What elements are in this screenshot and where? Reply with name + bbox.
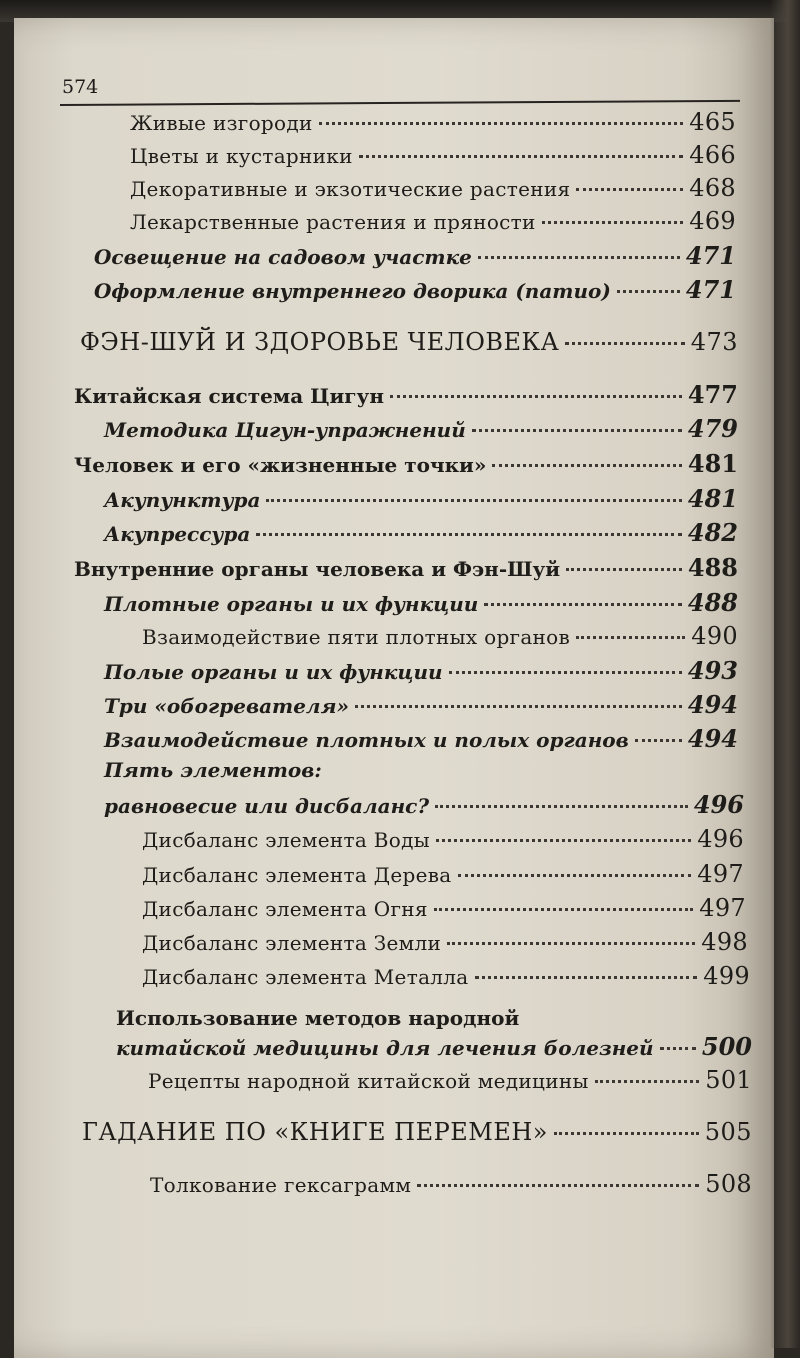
toc-entry-page: 482: [687, 518, 738, 547]
dot-leader: [436, 839, 691, 842]
toc-entry: [74, 553, 738, 582]
dot-leader: [554, 1132, 699, 1135]
toc-entry: [130, 174, 736, 202]
dot-leader: [576, 636, 685, 639]
toc-entry-page: 501: [705, 1066, 752, 1094]
toc-entry-page: 496: [697, 825, 744, 853]
toc-entry-page: 488: [687, 588, 738, 617]
toc-entry-title: Методика Цигун-упражнений: [104, 418, 466, 442]
toc-entry-page: 505: [704, 1118, 752, 1146]
toc-entry-title: Дисбаланс элемента Металла: [142, 965, 469, 989]
dot-leader: [484, 603, 682, 606]
toc-entry-title: Лекарственные растения и пряности: [130, 210, 536, 234]
toc-entry-title: Полые органы и их функции: [104, 660, 443, 684]
dot-leader: [492, 464, 682, 467]
toc-entry-page: 497: [699, 894, 746, 922]
toc-entry-page: 498: [701, 928, 748, 956]
toc-entry: [104, 518, 738, 547]
dot-leader: [449, 671, 682, 674]
dot-leader: [542, 221, 684, 224]
toc-entry-page: 469: [689, 207, 736, 235]
toc-entry: [104, 790, 744, 819]
toc-entry-title: Взаимодействие плотных и полых органов: [104, 728, 629, 752]
toc-entry-page: 488: [687, 553, 738, 582]
toc-entry: [104, 758, 738, 782]
toc-entry-page: 494: [687, 724, 738, 753]
toc-entry-page: 471: [685, 275, 736, 304]
toc-entry-page: 497: [697, 860, 744, 888]
toc-entry-page: 468: [689, 174, 736, 202]
toc-entry: [130, 141, 736, 169]
toc-entry-page: 499: [703, 962, 750, 990]
toc-entry: [150, 1170, 752, 1198]
toc-entry-title: равновесие или дисбаланс?: [104, 794, 430, 818]
toc-entry: [104, 484, 738, 513]
dot-leader: [319, 122, 684, 125]
toc-entry-page: 508: [705, 1170, 752, 1198]
toc-entry: [94, 275, 736, 304]
toc-entry-title: Использование методов народной: [116, 1006, 520, 1030]
dot-leader: [458, 874, 692, 877]
toc-entry-title: Толкование гексаграмм: [150, 1173, 412, 1197]
toc-entry: [104, 724, 738, 753]
toc-entry-title: Взаимодействие пяти плотных органов: [142, 625, 571, 649]
toc-entry-page: 479: [687, 414, 738, 443]
dot-leader: [256, 533, 682, 536]
dot-leader: [635, 739, 682, 742]
toc-entry-title: Декоративные и экзотические растения: [130, 177, 571, 201]
toc-entry: [142, 860, 744, 888]
toc-entry: [130, 108, 736, 136]
toc-entry-title: Акупрессура: [104, 522, 251, 546]
toc-entry: [148, 1066, 752, 1094]
dot-leader: [478, 256, 680, 259]
dot-leader: [359, 155, 684, 158]
toc-entry-page: 490: [691, 622, 738, 650]
toc-entry: [94, 241, 736, 270]
toc-entry: [116, 1032, 752, 1061]
toc-entry: [74, 380, 738, 409]
toc-entry-title: Плотные органы и их функции: [104, 592, 479, 616]
toc-entry-title: Человек и его «жизненные точки»: [74, 453, 487, 477]
toc-entry-title: Освещение на садовом участке: [94, 245, 472, 269]
dot-leader: [390, 395, 682, 398]
toc-entry-page: 496: [693, 790, 744, 819]
toc-entry-title: Рецепты народной китайской медицины: [148, 1069, 589, 1093]
toc-entry-page: 494: [687, 690, 738, 719]
toc-entry-page: 493: [687, 656, 738, 685]
toc-entry-page: 466: [689, 141, 736, 169]
toc-entry-page: 471: [685, 241, 736, 270]
toc-entry: [104, 690, 738, 719]
toc-entry: [142, 962, 750, 990]
toc-entry-title: Три «обогревателя»: [104, 694, 349, 718]
dot-leader: [660, 1047, 696, 1050]
dot-leader: [355, 705, 682, 708]
toc-entry-title: Китайская система Цигун: [74, 384, 384, 408]
dot-leader: [595, 1080, 700, 1083]
toc-entry-title: Дисбаланс элемента Земли: [142, 931, 442, 955]
toc-entry-title: Дисбаланс элемента Огня: [142, 897, 428, 921]
toc-entry-title: Внутренние органы человека и Фэн-Шуй: [74, 557, 561, 581]
dot-leader: [566, 568, 682, 571]
toc-entry: [142, 622, 738, 650]
dot-leader: [475, 976, 698, 979]
toc-entry-title: ФЭН-ШУЙ И ЗДОРОВЬЕ ЧЕЛОВЕКА: [80, 328, 560, 356]
toc-entry-title: ГАДАНИЕ ПО «КНИГЕ ПЕРЕМЕН»: [82, 1118, 548, 1146]
toc-entry: [104, 588, 738, 617]
toc-entry-title: Пять элементов:: [104, 758, 322, 782]
toc-entry: [130, 207, 736, 235]
dot-leader: [417, 1184, 699, 1187]
toc-entry: [104, 414, 738, 443]
toc-entry-title: китайской медицины для лечения болезней: [116, 1036, 654, 1060]
toc-entry: [74, 449, 738, 478]
toc-entry-page: 481: [687, 484, 738, 513]
toc-entry-title: Оформление внутреннего дворика (патио): [94, 279, 611, 303]
toc-entry-title: Дисбаланс элемента Дерева: [142, 863, 452, 887]
toc-chapter: [80, 328, 738, 356]
toc-entry-page: 477: [687, 380, 738, 409]
toc-entry: [104, 656, 738, 685]
toc-entry-title: Цветы и кустарники: [130, 144, 353, 168]
toc-entry-title: Живые изгороди: [130, 111, 313, 135]
page-number: 574: [62, 76, 99, 98]
toc-entry: [142, 928, 748, 956]
toc-entry-page: 481: [687, 449, 738, 478]
dot-leader: [447, 942, 695, 945]
toc-entry: [142, 825, 744, 853]
dot-leader: [565, 342, 684, 345]
toc-entry-title: Акупунктура: [104, 488, 261, 512]
dot-leader: [472, 429, 682, 432]
toc-entry: [142, 894, 746, 922]
dot-leader: [435, 805, 688, 808]
dot-leader: [434, 908, 693, 911]
toc-entry-page: 465: [689, 108, 736, 136]
dot-leader: [576, 188, 683, 191]
toc-entry-title: Дисбаланс элемента Воды: [142, 828, 430, 852]
dot-leader: [266, 499, 681, 502]
dot-leader: [617, 290, 680, 293]
toc-entry: [116, 1006, 750, 1030]
page-gutter-shadow: [770, 0, 800, 1348]
toc-chapter: [82, 1118, 752, 1146]
toc-entry-page: 473: [690, 328, 738, 356]
toc-entry-page: 500: [701, 1032, 752, 1061]
